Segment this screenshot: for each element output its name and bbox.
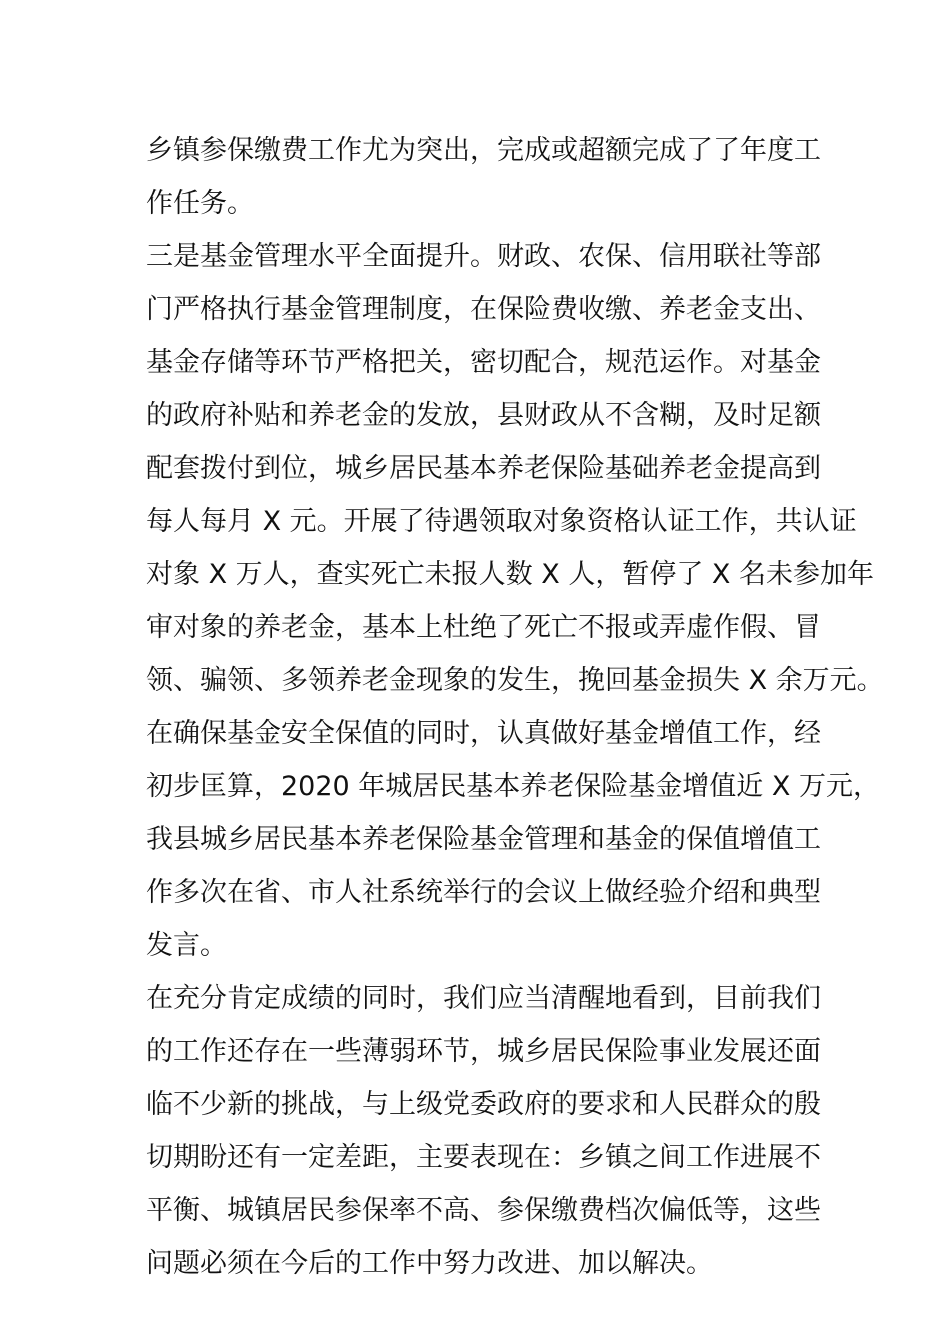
text-line: 对象 X 万人，查实死亡未报人数 X 人，暂停了 X 名未参加年 [146,559,874,590]
text-line: 的工作还存在一些薄弱环节，城乡居民保险事业发展还面 [146,1036,821,1067]
text-line: 我县城乡居民基本养老保险基金管理和基金的保值增值工 [146,824,821,855]
text-line: 乡镇参保缴费工作尤为突出，完成或超额完成了了年度工 [146,135,821,166]
text-line: 在充分肯定成绩的同时，我们应当清醒地看到，目前我们 [146,983,821,1014]
text-line: 临不少新的挑战，与上级党委政府的要求和人民群众的殷 [146,1089,821,1120]
text-line: 发言。 [146,930,227,961]
text-line: 切期盼还有一定差距，主要表现在：乡镇之间工作进展不 [146,1142,821,1173]
text-line: 作任务。 [146,188,254,219]
text-line: 平衡、城镇居民参保率不高、参保缴费档次偏低等，这些 [146,1195,821,1226]
text-line: 配套拨付到位，城乡居民基本养老保险基础养老金提高到 [146,453,821,484]
text-line: 基金存储等环节严格把关，密切配合，规范运作。对基金 [146,347,821,378]
body-text [146,124,884,1290]
text-line: 三是基金管理水平全面提升。财政、农保、信用联社等部 [146,241,821,272]
text-line: 的政府补贴和养老金的发放，县财政从不含糊，及时足额 [146,400,821,431]
text-line: 审对象的养老金，基本上杜绝了死亡不报或弄虚作假、冒 [146,612,821,643]
text-line: 作多次在省、市人社系统举行的会议上做经验介绍和典型 [146,877,821,908]
text-line: 领、骗领、多领养老金现象的发生，挽回基金损失 X 余万元。 [146,665,884,696]
text-line: 每人每月 X 元。开展了待遇领取对象资格认证工作，共认证 [146,506,857,537]
text-line: 在确保基金安全保值的同时，认真做好基金增值工作，经 [146,718,821,749]
text-line: 门严格执行基金管理制度，在保险费收缴、养老金支出、 [146,294,821,325]
text-line: 初步匡算，2020 年城居民基本养老保险基金增值近 X 万元， [146,771,880,802]
text-line: 问题必须在今后的工作中努力改进、加以解决。 [146,1248,713,1279]
